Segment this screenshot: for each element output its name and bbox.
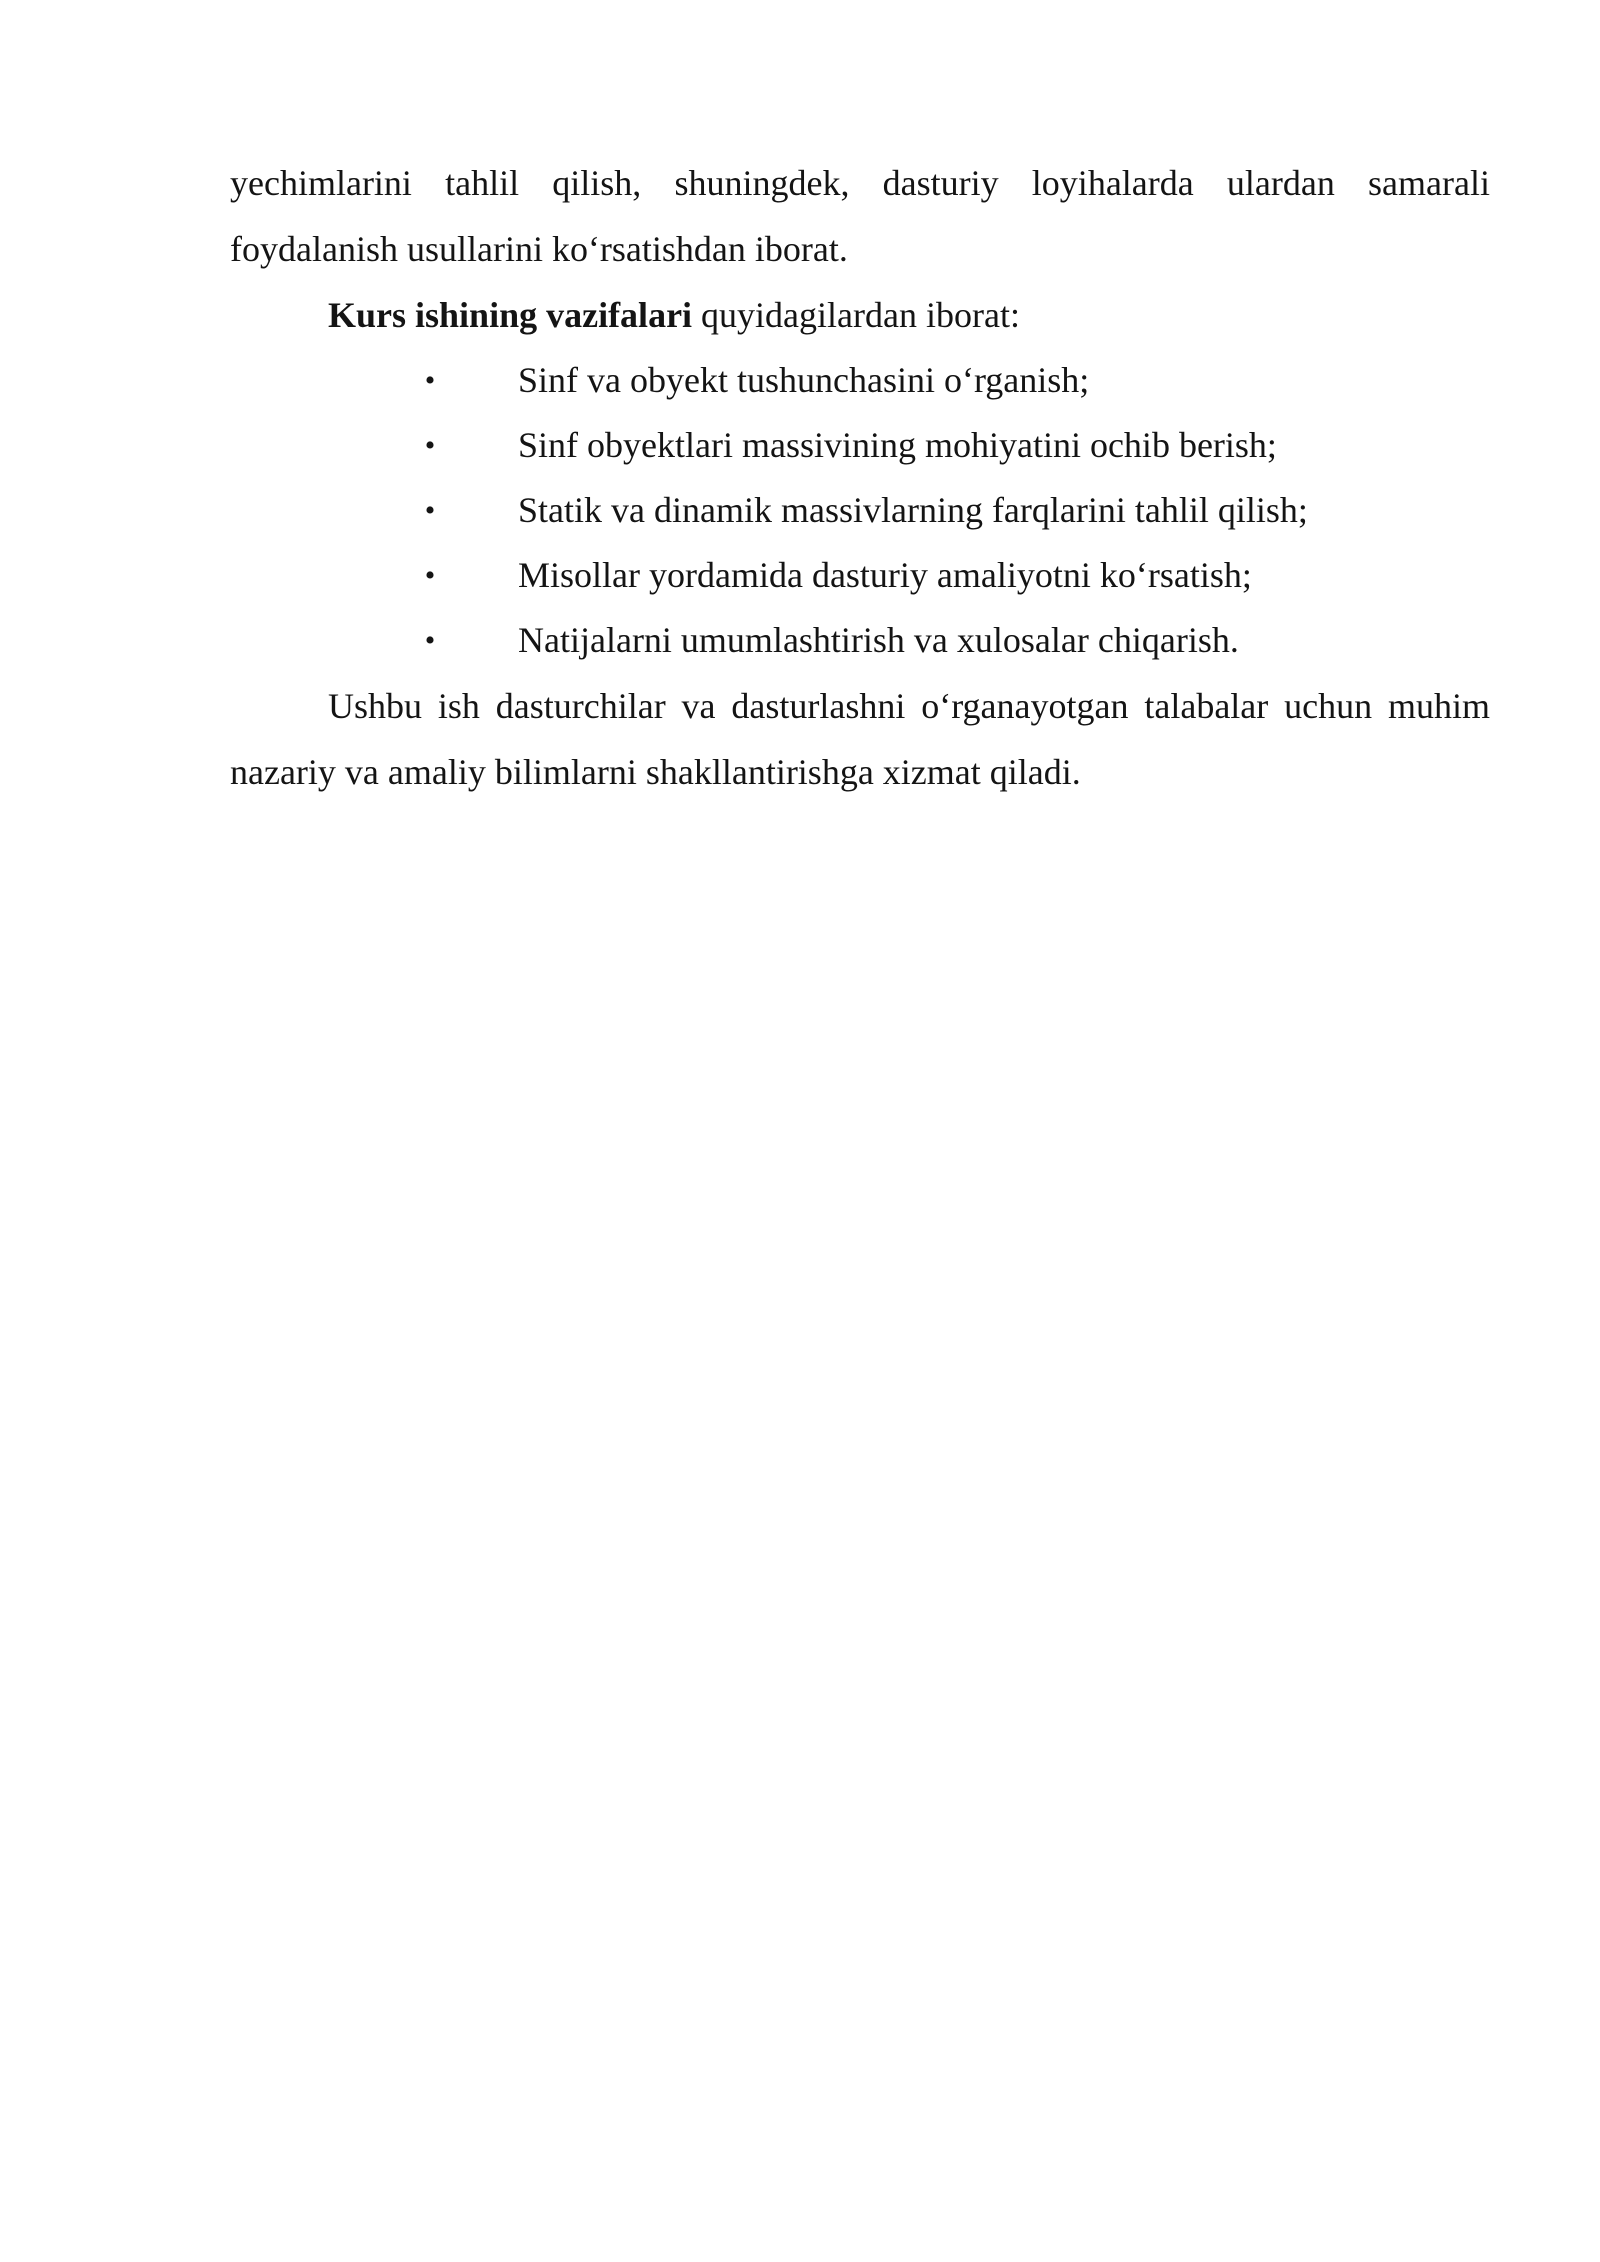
list-item	[230, 608, 1490, 673]
task-text: Misollar yordamida dasturiy amaliyotni ko‘rsatish;	[518, 555, 1252, 595]
intro-line-2: foydalanish usullarini ko‘rsatishdan iborat.	[230, 229, 848, 269]
bullet-icon: •	[424, 624, 436, 657]
list-item	[230, 478, 1490, 543]
tasks-list	[230, 348, 1490, 673]
task-text: Statik va dinamik massivlarning farqlarini tahlil qilish;	[518, 490, 1308, 530]
list-item	[230, 348, 1490, 413]
tasks-heading	[230, 282, 1490, 348]
bullet-icon: •	[424, 429, 436, 462]
task-text: Natijalarni umumlashtirish va xulosalar chiqarish.	[518, 620, 1239, 660]
document-body	[230, 150, 1490, 805]
list-item	[230, 543, 1490, 608]
tasks-heading-bold: Kurs ishining vazifalari	[328, 295, 693, 335]
bullet-icon: •	[424, 364, 436, 397]
conclusion-paragraph: Ushbu ish dasturchilar va dasturlashni o‘rganayotgan talabalar uchun muhim nazariy va amaliy bilimlarni shakllantirishga xizmat qiladi.	[230, 686, 1490, 792]
bullet-icon: •	[424, 494, 436, 527]
bullet-icon: •	[424, 559, 436, 592]
task-text: Sinf va obyekt tushunchasini o‘rganish;	[518, 360, 1090, 400]
intro-paragraph	[230, 150, 1490, 282]
tasks-heading-rest: quyidagilardan iborat:	[692, 295, 1020, 335]
intro-line-1: yechimlarini tahlil qilish, shuningdek, dasturiy loyihalarda ulardan samarali	[230, 163, 1490, 203]
task-text: Sinf obyektlari massivining mohiyatini ochib berish;	[518, 425, 1277, 465]
list-item	[230, 413, 1490, 478]
